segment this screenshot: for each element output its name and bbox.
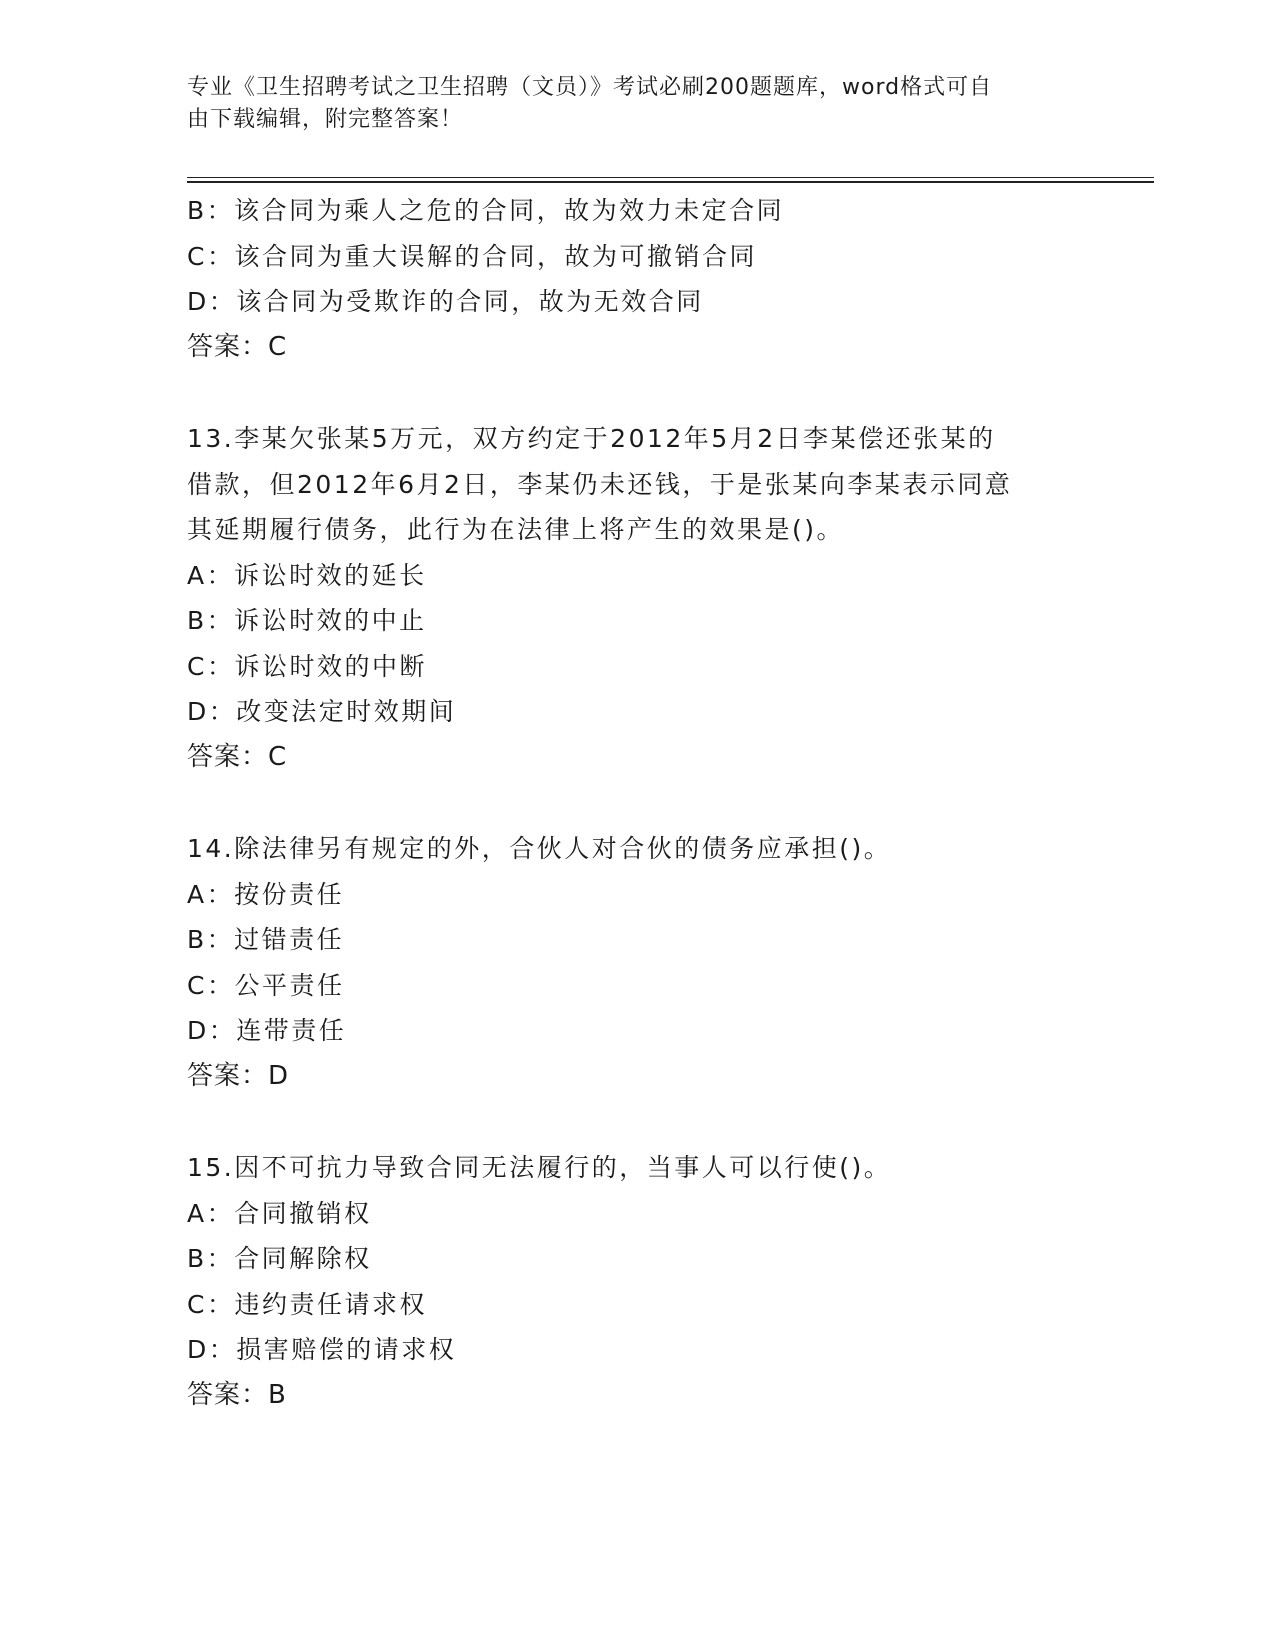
option-d: D：连带责任 [187, 1016, 347, 1045]
option-a: A：诉讼时效的延长 [187, 560, 427, 590]
option-d: D：该合同为受欺诈的合同，故为无效合同 [187, 287, 704, 316]
answer-line: 答案：B [187, 1379, 287, 1410]
stem-line: 借款，但2012年6月2日，李某仍未还钱，于是张某向李某表示同意 [187, 469, 1013, 499]
stem-line: 15.因不可抗力导致合同无法履行的，当事人可以行使()。 [187, 1153, 892, 1182]
option-b: B：过错责任 [187, 925, 345, 954]
question-block-14 [187, 826, 1087, 1099]
question-block-prev [187, 188, 1087, 370]
question-block-15 [187, 1145, 1087, 1418]
question-list [187, 188, 1087, 1418]
answer-line: 答案：C [187, 331, 288, 362]
spacer [187, 780, 1087, 826]
stem-line: 13.李某欠张某5万元，双方约定于2012年5月2日李某偿还张某的 [187, 424, 996, 453]
option-c: C：诉讼时效的中断 [187, 651, 427, 681]
option-d: D：改变法定时效期间 [187, 697, 457, 726]
stem-line: 其延期履行债务，此行为在法律上将产生的效果是()。 [187, 515, 845, 544]
option-c: C：公平责任 [187, 970, 345, 1000]
answer-line: 答案：C [187, 741, 288, 772]
option-c: C：该合同为重大误解的合同，故为可撤销合同 [187, 241, 757, 271]
option-a: A：按份责任 [187, 879, 345, 909]
question-block-13 [187, 416, 1087, 780]
header-line: 由下载编辑，附完整答案！ [187, 107, 464, 132]
document-header [187, 72, 1067, 136]
question-stem [187, 1145, 1087, 1191]
option-d: D：损害赔偿的请求权 [187, 1335, 457, 1364]
option-b: B：合同解除权 [187, 1244, 372, 1273]
question-stem [187, 826, 1087, 872]
question-stem [187, 416, 1087, 553]
stem-line: 14.除法律另有规定的外，合伙人对合伙的债务应承担()。 [187, 834, 892, 863]
option-a: A：合同撤销权 [187, 1198, 372, 1228]
header-rule-thin [187, 177, 1154, 178]
option-b: B：该合同为乘人之危的合同，故为效力未定合同 [187, 196, 785, 225]
option-c: C：违约责任请求权 [187, 1289, 427, 1319]
header-line: 专业《卫生招聘考试之卫生招聘（文员）》考试必刷200题题库，word格式可自 [187, 75, 993, 100]
option-b: B：诉讼时效的中止 [187, 606, 427, 635]
answer-line: 答案：D [187, 1060, 290, 1091]
spacer [187, 370, 1087, 416]
header-rule-thick [187, 181, 1154, 183]
spacer [187, 1099, 1087, 1145]
